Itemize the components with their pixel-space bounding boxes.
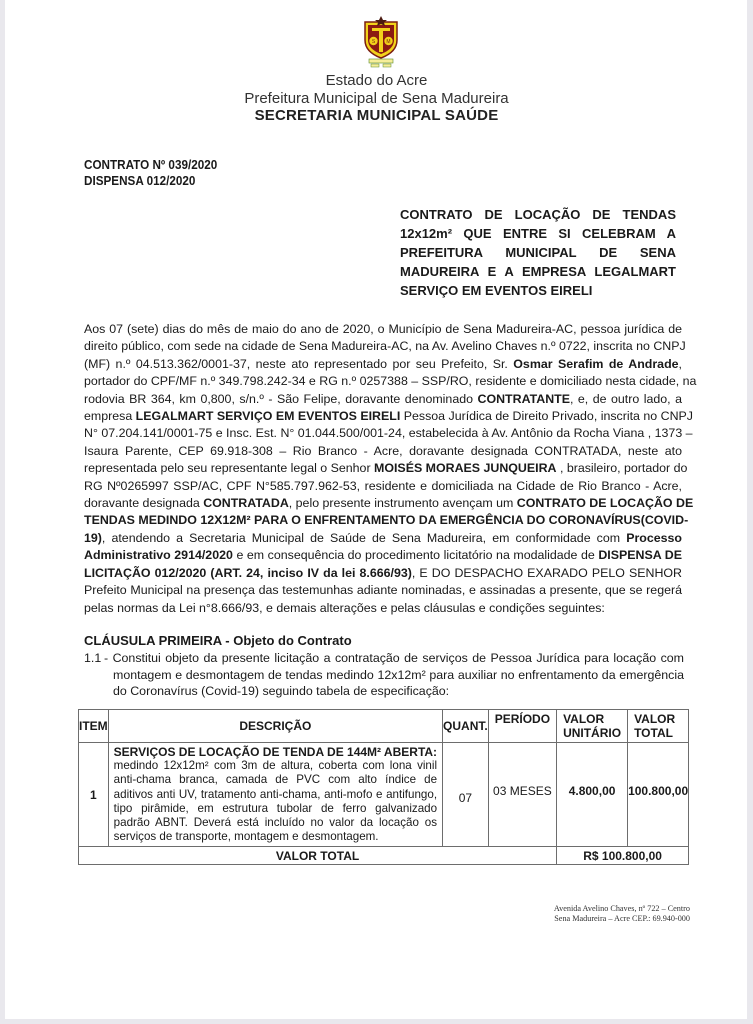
preamble-line: direito público, com sede na cidade de Sena Madureira-AC, na Av. Avelino Chaves n.º 0722, inscrita no CNPJ	[84, 339, 686, 354]
clause-line: montagem e desmontagem de tendas medindo 12x12m² para auxiliar no enfrentamento da emergência	[113, 667, 684, 682]
cell-quantity: 07	[443, 743, 489, 847]
contract-title-line: PREFEITURA MUNICIPAL DE SENA	[400, 245, 676, 260]
preamble-line: pelas normas da Lei n°8.666/93, e demais alterações e pelas cláusulas e condições seguintes:	[84, 600, 605, 615]
clause-line: do Coronavírus (Covid-19) seguindo tabela de especificação:	[113, 684, 450, 698]
preamble-line: portador do CPF/MF n.º 349.798.242-34 e RG n.º 0257388 – SSP/RO, residente e domiciliado nesta cidade, na	[84, 374, 697, 389]
preamble-line: Administrativo 2914/2020 e em consequência do procedimento licitatório na modalidade de DISPENSA DE	[84, 548, 682, 563]
col-header-description: DESCRIÇÃO	[108, 710, 442, 743]
header-department: SECRETARIA MUNICIPAL SAÚDE	[254, 107, 499, 124]
cell-description: SERVIÇOS DE LOCAÇÃO DE TENDA DE 144M² ABERTA: medindo 12x12m² com 3m de altura, coberta com lona vinil anti-chama branca, camada de PVC com alto índice de aditivos anti UV, tratamento anti-chama, anti-mofo e antifungo, tipo pirâmide, em estrutura tubolar de ferro galvanizado padrão ABNT. Deverá está incluído no valor da locação os serviços de transporte, montagem e desmontagem.	[108, 743, 442, 847]
col-header-unit-value: VALOR UNITÁRIO	[557, 710, 628, 743]
preamble-line: empresa LEGALMART SERVIÇO EM EVENTOS EIRELI Pessoa Jurídica de Direito Privado, inscrita no CNPJ	[84, 409, 693, 424]
preamble-line: TENDAS MEDINDO 12X12M² PARA O ENFRENTAMENTO DA EMERGÊNCIA DO CORONAVÍRUS(COVID-	[84, 513, 689, 528]
contract-title	[400, 205, 676, 300]
preamble-line: 19), atendendo a Secretaria Municipal de Saúde de Sena Madureira, em conformidade com Processo	[84, 530, 682, 545]
preamble-paragraph	[84, 321, 697, 617]
preamble-line: RG Nº0265997 SSP/AC, CPF N°585.797.962-53, residente e domiciliada na Cidade de Rio Branco - Acre,	[84, 478, 682, 493]
contratante-label: CONTRATANTE	[477, 391, 570, 406]
cell-total-value: 100.800,00	[628, 743, 689, 847]
header-state: Estado do Acre	[325, 72, 428, 89]
contract-identifiers	[84, 157, 217, 189]
contract-title-line: MADUREIRA E A EMPRESA LEGALMART	[400, 264, 676, 279]
total-label: VALOR TOTAL	[79, 847, 557, 865]
preamble-line: Isaura Parente, CEP 69.918-308 – Rio Branco - Acre, doravante designada CONTRATADA, neste ato	[84, 443, 682, 458]
description-title: SERVIÇOS DE LOCAÇÃO DE TENDA DE 144M² ABERTA:	[113, 745, 438, 759]
table-header-row	[79, 710, 689, 743]
preamble-line: (MF) n.º 04.513.362/0001-37, neste ato representado por seu Prefeito, Sr. Osmar Serafim de Andrade,	[84, 356, 682, 371]
preamble-line: Prefeito Municipal na presença das testemunhas adiante nominadas, e assinadas a presente, que se regerá	[84, 583, 682, 598]
clause-number: 1.1	[84, 651, 102, 665]
representative-name: MOISÉS MORAES JUNQUEIRA	[374, 461, 557, 476]
preamble-line: representada pelo seu representante legal o Senhor MOISÉS MORAES JUNQUEIRA , brasileiro, portador do	[84, 461, 688, 476]
contract-title-line: SERVIÇO EM EVENTOS EIRELI	[400, 283, 593, 298]
header-municipality: Prefeitura Municipal de Sena Madureira	[244, 90, 509, 107]
cell-period: 03 MESES	[488, 743, 556, 847]
svg-text:S: S	[371, 39, 376, 45]
contract-number: CONTRATO Nº 039/2020	[84, 157, 218, 172]
dispensa-number: DISPENSA 012/2020	[84, 173, 196, 188]
clause-1-1	[84, 650, 684, 700]
specification-table	[78, 709, 689, 865]
total-value: R$ 100.800,00	[557, 847, 689, 865]
preamble-line: LICITAÇÃO 012/2020 (ART. 24, inciso IV da lei 8.666/93), E DO DESPACHO EXARADO PELO SENHOR	[84, 565, 682, 580]
cell-item: 1	[79, 743, 109, 847]
footer-address	[510, 904, 690, 924]
table-row	[79, 743, 689, 847]
mayor-name: Osmar Serafim de Andrade	[513, 356, 679, 371]
col-header-period: PERÍODO	[488, 710, 556, 743]
footer-address-line: Avenida Avelino Chaves, nº 722 – Centro	[553, 904, 690, 913]
table-total-row	[79, 847, 689, 865]
svg-text:M: M	[386, 39, 391, 45]
cell-unit-value: 4.800,00	[557, 743, 628, 847]
contract-title-line: CONTRATO DE LOCAÇÃO DE TENDAS	[400, 207, 676, 222]
company-name: LEGALMART SERVIÇO EM EVENTOS EIRELI	[135, 409, 401, 424]
preamble-line: N° 07.204.141/0001-75 e Insc. Est. N° 01.044.500/001-24, estabelecida à Av. Antônio da Rocha Viana , 1373 –	[84, 426, 693, 441]
preamble-line: doravante designada CONTRATADA, pelo presente instrumento avençam um CONTRATO DE LOCAÇÃO DE	[84, 496, 694, 511]
contract-title-line: 12x12m² QUE ENTRE SI CELEBRAM A	[400, 226, 676, 241]
preamble-line: Aos 07 (sete) dias do mês de maio do ano de 2020, o Município de Sena Madureira-AC, pessoa jurídica de	[84, 322, 682, 336]
col-header-item: ITEM	[79, 710, 109, 743]
preamble-line: rodovia BR 364, km 0,800, s/n.º - São Felipe, doravante denominado CONTRATANTE, e, de outro lado, a	[84, 391, 682, 406]
coat-of-arms-icon	[362, 16, 400, 68]
clause-line: - Constitui objeto da presente licitação a contratação de serviços de Pessoa Jurídica para locação com	[104, 651, 684, 665]
col-header-total-value: VALOR TOTAL	[628, 710, 689, 743]
footer-address-line: Sena Madureira – Acre CEP.: 69.940-000	[554, 914, 690, 923]
clause-1-title: CLÁUSULA PRIMEIRA - Objeto do Contrato	[84, 633, 352, 648]
col-header-quantity: QUANT.	[443, 710, 489, 743]
